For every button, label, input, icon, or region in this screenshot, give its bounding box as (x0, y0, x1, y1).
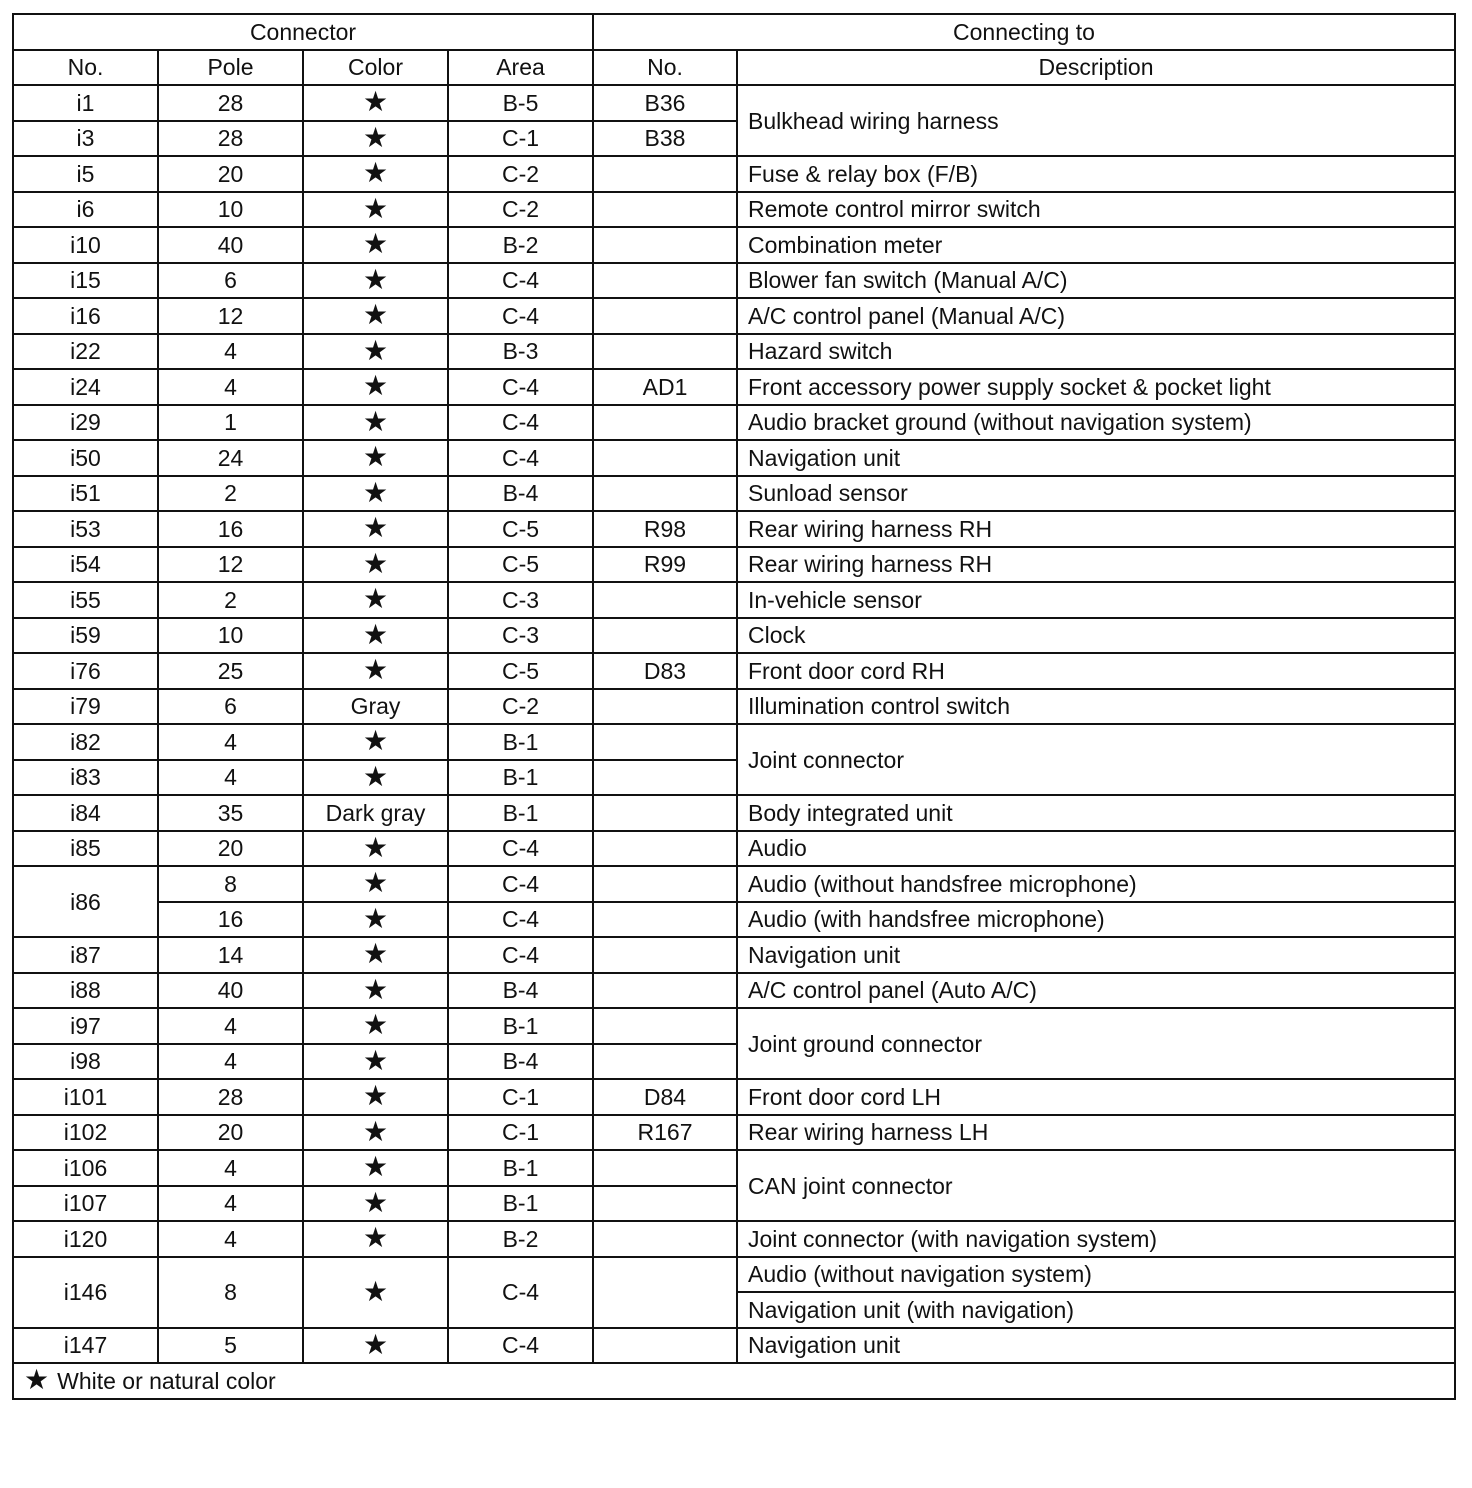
area-cell: C-4 (448, 866, 593, 902)
connecting-no-cell (593, 476, 737, 512)
connecting-no-cell (593, 582, 737, 618)
table-row (13, 263, 1455, 299)
color-cell (303, 866, 448, 902)
table-row (13, 1008, 1455, 1044)
description-cell: Front accessory power supply socket & pocket light (737, 369, 1455, 405)
description-cell: Audio (737, 831, 1455, 867)
color-cell (303, 334, 448, 370)
color-cell (303, 1328, 448, 1364)
table-row (13, 1115, 1455, 1151)
connecting-no-cell (593, 973, 737, 1009)
table-row (13, 582, 1455, 618)
star-icon: ★ (362, 298, 389, 332)
area-cell: C-4 (448, 902, 593, 938)
connector-no-cell: i85 (13, 831, 158, 867)
connector-no-cell: i55 (13, 582, 158, 618)
connecting-no-cell: D83 (593, 653, 737, 689)
color-cell (303, 476, 448, 512)
connecting-no-cell (593, 795, 737, 831)
connector-no-cell: i147 (13, 1328, 158, 1364)
color-cell (303, 85, 448, 121)
table-row (13, 724, 1455, 760)
connector-no-cell: i6 (13, 192, 158, 228)
star-icon: ★ (362, 1008, 389, 1042)
star-icon: ★ (362, 1079, 389, 1113)
footnote (13, 1363, 1455, 1399)
area-cell: C-5 (448, 547, 593, 583)
connecting-no-cell: AD1 (593, 369, 737, 405)
description-cell: Hazard switch (737, 334, 1455, 370)
connector-no-cell: i59 (13, 618, 158, 654)
color-cell (303, 156, 448, 192)
table-row (13, 1221, 1455, 1257)
table-row (13, 227, 1455, 263)
connector-no-cell: i88 (13, 973, 158, 1009)
connecting-no-cell (593, 156, 737, 192)
connecting-no-cell: R99 (593, 547, 737, 583)
table-row (13, 1150, 1455, 1186)
color-cell (303, 369, 448, 405)
pole-cell: 8 (158, 1257, 303, 1328)
pole-cell: 24 (158, 440, 303, 476)
pole-cell: 16 (158, 511, 303, 547)
pole-cell: 40 (158, 973, 303, 1009)
area-cell: B-2 (448, 1221, 593, 1257)
color-cell (303, 902, 448, 938)
color-cell (303, 1257, 448, 1328)
pole-cell: 5 (158, 1328, 303, 1364)
connector-table (12, 13, 1456, 1400)
description-cell: A/C control panel (Manual A/C) (737, 298, 1455, 334)
star-icon: ★ (362, 1150, 389, 1184)
connecting-no-cell (593, 1150, 737, 1186)
connecting-no-cell (593, 1008, 737, 1044)
star-icon: ★ (362, 582, 389, 616)
color-cell: Gray (303, 689, 448, 725)
table-row (13, 369, 1455, 405)
star-icon: ★ (362, 937, 389, 971)
column-header-row (13, 50, 1455, 86)
star-icon: ★ (362, 724, 389, 758)
star-icon: ★ (362, 1043, 389, 1077)
star-icon: ★ (362, 546, 389, 580)
star-icon: ★ (362, 759, 389, 793)
table-row (13, 653, 1455, 689)
connector-no-cell: i50 (13, 440, 158, 476)
connecting-to-group-header: Connecting to (593, 14, 1455, 50)
description-cell: Sunload sensor (737, 476, 1455, 512)
pole-cell: 20 (158, 831, 303, 867)
connector-no-cell: i97 (13, 1008, 158, 1044)
area-cell: C-1 (448, 121, 593, 157)
pole-cell: 4 (158, 1044, 303, 1080)
description-cell: Navigation unit (737, 440, 1455, 476)
color-cell (303, 1115, 448, 1151)
pole-cell: 40 (158, 227, 303, 263)
star-icon: ★ (362, 404, 389, 438)
description-cell: Audio (without handsfree microphone) (737, 866, 1455, 902)
area-cell: C-4 (448, 369, 593, 405)
pole-cell: 2 (158, 582, 303, 618)
table-row (13, 795, 1455, 831)
area-cell: B-4 (448, 1044, 593, 1080)
connector-no-cell: i54 (13, 547, 158, 583)
connector-no-cell: i1 (13, 85, 158, 121)
pole-cell: 12 (158, 547, 303, 583)
star-icon: ★ (362, 120, 389, 154)
connecting-no-cell (593, 760, 737, 796)
description-cell: Body integrated unit (737, 795, 1455, 831)
area-cell: C-2 (448, 689, 593, 725)
connecting-no-cell (593, 689, 737, 725)
color-cell (303, 1186, 448, 1222)
color-cell (303, 298, 448, 334)
connector-no-cell: i5 (13, 156, 158, 192)
star-icon: ★ (362, 369, 389, 403)
footnote-row (13, 1363, 1455, 1399)
area-cell: B-1 (448, 724, 593, 760)
table-row (13, 937, 1455, 973)
col-header-no: No. (13, 50, 158, 86)
color-cell (303, 227, 448, 263)
area-cell: C-1 (448, 1115, 593, 1151)
connector-no-cell: i84 (13, 795, 158, 831)
color-cell (303, 405, 448, 441)
connector-no-cell: i101 (13, 1079, 158, 1115)
area-cell: B-3 (448, 334, 593, 370)
color-cell (303, 760, 448, 796)
connector-group-header: Connector (13, 14, 593, 50)
area-cell: B-5 (448, 85, 593, 121)
star-icon: ★ (362, 85, 389, 119)
connector-no-cell: i16 (13, 298, 158, 334)
description-cell: Rear wiring harness RH (737, 511, 1455, 547)
connecting-no-cell: R167 (593, 1115, 737, 1151)
area-cell: C-2 (448, 156, 593, 192)
area-cell: C-4 (448, 263, 593, 299)
description-cell: Navigation unit (737, 937, 1455, 973)
pole-cell: 35 (158, 795, 303, 831)
star-icon: ★ (362, 1274, 389, 1308)
connecting-no-cell (593, 1221, 737, 1257)
area-cell: C-5 (448, 653, 593, 689)
table-body (13, 85, 1455, 1363)
pole-cell: 6 (158, 689, 303, 725)
table-row (13, 618, 1455, 654)
connector-no-cell: i10 (13, 227, 158, 263)
area-cell: B-1 (448, 760, 593, 796)
color-cell (303, 263, 448, 299)
color-cell (303, 547, 448, 583)
connector-no-cell: i79 (13, 689, 158, 725)
connector-no-cell: i106 (13, 1150, 158, 1186)
connector-no-cell: i107 (13, 1186, 158, 1222)
description-cell: Rear wiring harness RH (737, 547, 1455, 583)
color-cell (303, 511, 448, 547)
area-cell: C-5 (448, 511, 593, 547)
area-cell: B-4 (448, 476, 593, 512)
connecting-no-cell: B36 (593, 85, 737, 121)
table-row (13, 476, 1455, 512)
description-cell: CAN joint connector (737, 1150, 1455, 1221)
area-cell: C-1 (448, 1079, 593, 1115)
connecting-no-cell (593, 1257, 737, 1328)
color-cell (303, 724, 448, 760)
star-icon: ★ (362, 972, 389, 1006)
table-row (13, 1257, 1455, 1293)
area-cell: C-4 (448, 831, 593, 867)
connecting-no-cell (593, 334, 737, 370)
pole-cell: 12 (158, 298, 303, 334)
table-row (13, 1079, 1455, 1115)
area-cell: B-1 (448, 1186, 593, 1222)
star-icon: ★ (362, 617, 389, 651)
table-row (13, 547, 1455, 583)
connecting-no-cell (593, 298, 737, 334)
star-icon: ★ (362, 440, 389, 474)
area-cell: B-4 (448, 973, 593, 1009)
area-cell: B-1 (448, 1008, 593, 1044)
table-row (13, 866, 1455, 902)
connector-no-cell: i120 (13, 1221, 158, 1257)
table-row (13, 440, 1455, 476)
description-cell: Joint ground connector (737, 1008, 1455, 1079)
color-cell (303, 973, 448, 1009)
description-cell: Navigation unit (737, 1328, 1455, 1364)
area-cell: B-2 (448, 227, 593, 263)
col-header-color: Color (303, 50, 448, 86)
star-icon: ★ (362, 901, 389, 935)
connecting-no-cell (593, 902, 737, 938)
description-cell: Joint connector (737, 724, 1455, 795)
color-cell (303, 831, 448, 867)
table-row (13, 689, 1455, 725)
connector-no-cell: i87 (13, 937, 158, 973)
description-cell: Audio bracket ground (without navigation system) (737, 405, 1455, 441)
color-cell (303, 440, 448, 476)
area-cell: C-4 (448, 440, 593, 476)
table-row (13, 85, 1455, 121)
description-cell: Front door cord LH (737, 1079, 1455, 1115)
star-icon: ★ (362, 1185, 389, 1219)
description-cell: Navigation unit (with navigation) (737, 1292, 1455, 1328)
star-icon: ★ (362, 156, 389, 190)
table-row (13, 298, 1455, 334)
table-row (13, 973, 1455, 1009)
description-cell: Joint connector (with navigation system) (737, 1221, 1455, 1257)
connecting-no-cell (593, 227, 737, 263)
pole-cell: 4 (158, 334, 303, 370)
connector-no-cell: i146 (13, 1257, 158, 1328)
connecting-no-cell (593, 405, 737, 441)
connector-no-cell: i86 (13, 866, 158, 937)
pole-cell: 28 (158, 85, 303, 121)
pole-cell: 2 (158, 476, 303, 512)
table-row (13, 1328, 1455, 1364)
description-cell: Fuse & relay box (F/B) (737, 156, 1455, 192)
star-icon: ★ (362, 1114, 389, 1148)
footnote-text: White or natural color (57, 1368, 276, 1395)
pole-cell: 20 (158, 1115, 303, 1151)
star-icon: ★ (362, 227, 389, 261)
col-header-pole: Pole (158, 50, 303, 86)
table-row (13, 831, 1455, 867)
description-cell: In-vehicle sensor (737, 582, 1455, 618)
description-cell: Rear wiring harness LH (737, 1115, 1455, 1151)
pole-cell: 1 (158, 405, 303, 441)
color-cell: Dark gray (303, 795, 448, 831)
star-icon: ★ (362, 262, 389, 296)
pole-cell: 4 (158, 760, 303, 796)
connector-no-cell: i76 (13, 653, 158, 689)
connecting-no-cell: D84 (593, 1079, 737, 1115)
color-cell (303, 121, 448, 157)
color-cell (303, 582, 448, 618)
star-icon: ★ (362, 191, 389, 225)
description-cell: Remote control mirror switch (737, 192, 1455, 228)
connecting-no-cell (593, 618, 737, 654)
star-icon: ★ (362, 333, 389, 367)
pole-cell: 10 (158, 618, 303, 654)
color-cell (303, 653, 448, 689)
connector-no-cell: i82 (13, 724, 158, 760)
area-cell: C-4 (448, 1257, 593, 1328)
pole-cell: 4 (158, 724, 303, 760)
table-row (13, 192, 1455, 228)
connecting-no-cell (593, 1328, 737, 1364)
group-header-row (13, 14, 1455, 50)
pole-cell: 6 (158, 263, 303, 299)
area-cell: C-4 (448, 1328, 593, 1364)
connecting-no-cell (593, 263, 737, 299)
connector-no-cell: i15 (13, 263, 158, 299)
pole-cell: 16 (158, 902, 303, 938)
connector-no-cell: i3 (13, 121, 158, 157)
connector-no-cell: i102 (13, 1115, 158, 1151)
table-row (13, 902, 1455, 938)
connector-no-cell: i53 (13, 511, 158, 547)
area-cell: B-1 (448, 795, 593, 831)
col-header-area: Area (448, 50, 593, 86)
connecting-no-cell (593, 937, 737, 973)
star-icon: ★ (362, 1327, 389, 1361)
col-header-to-no: No. (593, 50, 737, 86)
table-row (13, 156, 1455, 192)
pole-cell: 4 (158, 1221, 303, 1257)
star-icon: ★ (362, 511, 389, 545)
connector-no-cell: i29 (13, 405, 158, 441)
color-cell (303, 1079, 448, 1115)
pole-cell: 20 (158, 156, 303, 192)
pole-cell: 4 (158, 1150, 303, 1186)
area-cell: C-4 (448, 405, 593, 441)
table-row (13, 405, 1455, 441)
connecting-no-cell (593, 724, 737, 760)
area-cell: B-1 (448, 1150, 593, 1186)
color-cell (303, 1221, 448, 1257)
area-cell: C-4 (448, 298, 593, 334)
area-cell: C-4 (448, 937, 593, 973)
pole-cell: 4 (158, 1008, 303, 1044)
description-cell: Clock (737, 618, 1455, 654)
description-cell: Bulkhead wiring harness (737, 85, 1455, 156)
star-icon: ★ (362, 830, 389, 864)
pole-cell: 28 (158, 1079, 303, 1115)
area-cell: C-3 (448, 618, 593, 654)
color-cell (303, 1044, 448, 1080)
connecting-no-cell: B38 (593, 121, 737, 157)
description-cell: Illumination control switch (737, 689, 1455, 725)
table-row (13, 511, 1455, 547)
color-cell (303, 1008, 448, 1044)
description-cell: Audio (without navigation system) (737, 1257, 1455, 1293)
pole-cell: 10 (158, 192, 303, 228)
connecting-no-cell (593, 831, 737, 867)
description-cell: Blower fan switch (Manual A/C) (737, 263, 1455, 299)
connecting-no-cell (593, 1044, 737, 1080)
connector-no-cell: i83 (13, 760, 158, 796)
pole-cell: 4 (158, 1186, 303, 1222)
connecting-no-cell (593, 192, 737, 228)
connector-no-cell: i51 (13, 476, 158, 512)
color-cell (303, 618, 448, 654)
color-cell (303, 937, 448, 973)
pole-cell: 28 (158, 121, 303, 157)
connector-no-cell: i98 (13, 1044, 158, 1080)
pole-cell: 4 (158, 369, 303, 405)
col-header-description: Description (737, 50, 1455, 86)
star-icon: ★ (24, 1363, 50, 1397)
connector-no-cell: i22 (13, 334, 158, 370)
area-cell: C-2 (448, 192, 593, 228)
connector-no-cell: i24 (13, 369, 158, 405)
color-cell (303, 192, 448, 228)
description-cell: Combination meter (737, 227, 1455, 263)
pole-cell: 8 (158, 866, 303, 902)
connecting-no-cell (593, 866, 737, 902)
table-row (13, 334, 1455, 370)
star-icon: ★ (362, 1221, 389, 1255)
star-icon: ★ (362, 653, 389, 687)
star-icon: ★ (362, 475, 389, 509)
pole-cell: 14 (158, 937, 303, 973)
connecting-no-cell: R98 (593, 511, 737, 547)
description-cell: A/C control panel (Auto A/C) (737, 973, 1455, 1009)
description-cell: Front door cord RH (737, 653, 1455, 689)
pole-cell: 25 (158, 653, 303, 689)
area-cell: C-3 (448, 582, 593, 618)
connecting-no-cell (593, 1186, 737, 1222)
star-icon: ★ (362, 866, 389, 900)
description-cell: Audio (with handsfree microphone) (737, 902, 1455, 938)
color-cell (303, 1150, 448, 1186)
connecting-no-cell (593, 440, 737, 476)
